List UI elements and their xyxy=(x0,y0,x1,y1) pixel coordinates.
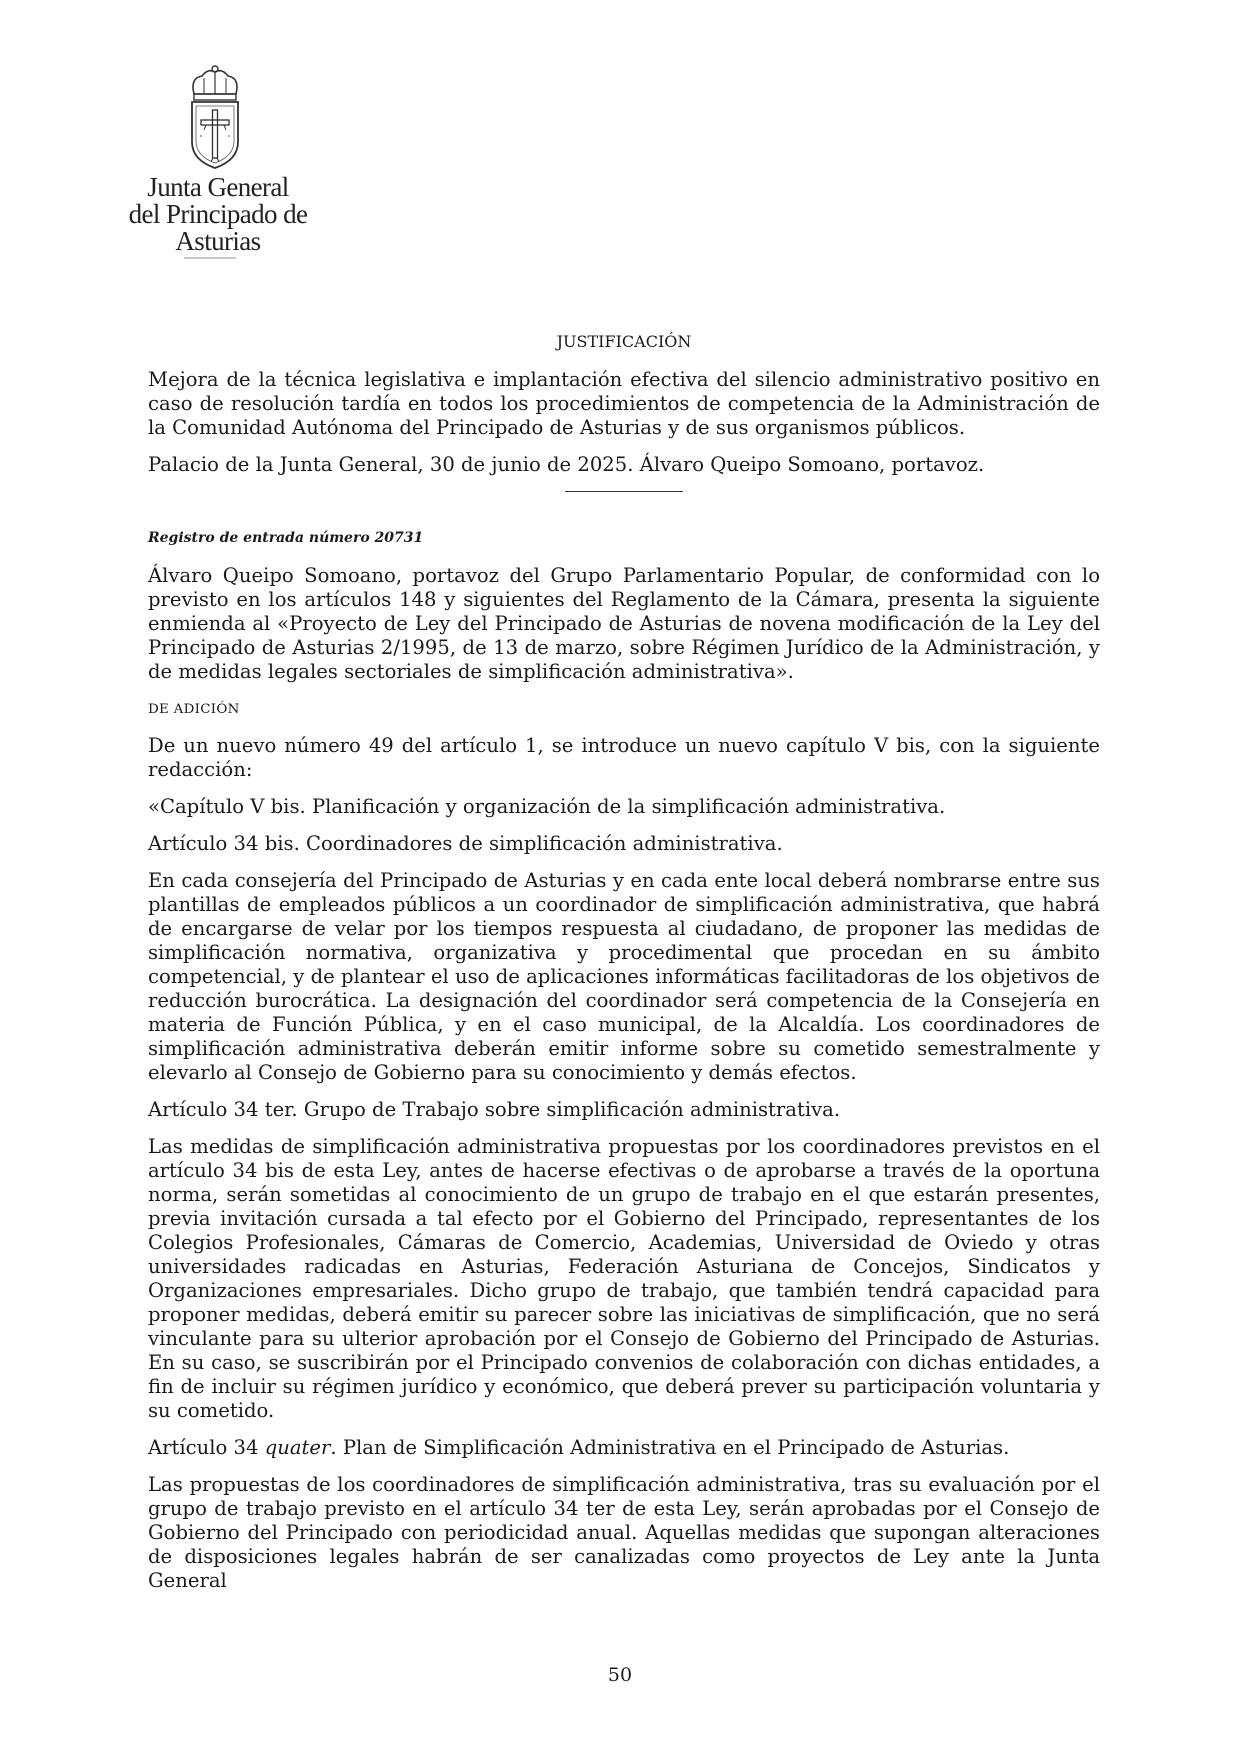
amendment-intro: Álvaro Queipo Somoano, portavoz del Grupo Parlamentario Popular, de conformidad con lo previsto en los artículos 148 y siguientes del Reglamento de la Cámara, presenta la siguiente enmienda al «Proyecto de Ley del Principado de Asturias de novena modificación de la Ley del Principado de Asturias 2/1995, de 13 de marzo, sobre Régimen Jurídico de la Administración, y de medidas legales sectoriales de simplificación administrativa». xyxy=(148,564,1100,683)
quater-italic: quater xyxy=(264,1436,331,1459)
signature-line: Palacio de la Junta General, 30 de junio de 2025. Álvaro Queipo Somoano, portavoz. xyxy=(148,453,985,476)
article-34-ter-body: Las medidas de simplificación administrativa propuestas por los coordinadores previstos en el artículo 34 bis de esta Ley, antes de hacerse efectivas o de aprobarse a través de la oportuna norma, serán sometidas al conocimiento de un grupo de trabajo en el que estarán presentes, previa invitación cursada a tal efecto por el Gobierno del Principado, representantes de los Colegios Profesionales, Cámaras de Comercio, Academias, Universidad de Oviedo y otras universidades radicadas en Asturias, Federación Asturiana de Concejos, Sindicatos y Organizaciones empresariales. Dicho grupo de trabajo, que también tendrá capacidad para proponer medidas, deberá emitir su parecer sobre las iniciativas de simplificación, que no será vinculante para su ulterior aprobación por el Consejo de Gobierno del Principado de Asturias. En su caso, se suscribirán por el Principado convenios de colaboración con dichas entidades, a fin de incluir su régimen jurídico y económico, que deberá prever su participación voluntaria y su cometido. xyxy=(148,1135,1100,1422)
section-title-justificacion: JUSTIFICACIÓN xyxy=(556,332,692,351)
justification-paragraph: Mejora de la técnica legislativa e implantación efectiva del silencio administrativo positivo en caso de resolución tardía en todos los procedimientos de competencia de la Administración de la Comunidad Autónoma del Principado de Asturias y de sus organismos públicos. xyxy=(148,368,1100,439)
amendment-paragraph-1: De un nuevo número 49 del artículo 1, se introduce un nuevo capítulo V bis, con la siguiente redacción: xyxy=(148,734,1100,781)
quater-suffix: . Plan de Simplificación Administrativa en el Principado de Asturias. xyxy=(330,1436,1010,1459)
page-number: 50 xyxy=(607,1664,633,1686)
institution-name-line2: del Principado de Asturias xyxy=(128,199,308,256)
section-separator xyxy=(565,491,683,492)
article-34-quater-body: Las propuestas de los coordinadores de simplificación administrativa, tras su evaluación por el grupo de trabajo previsto en el artículo 34 ter de esta Ley, serán aprobadas por el Consejo de Gobierno del Principado con periodicidad anual. Aquellas medidas que supongan alteraciones de disposiciones legales habrán de ser canalizadas como proyectos de Ley ante la Junta General xyxy=(148,1473,1100,1592)
article-34-quater-heading xyxy=(148,1436,1100,1460)
article-34-ter-heading: Artículo 34 ter. Grupo de Trabajo sobre simplificación administrativa. xyxy=(148,1098,841,1121)
logo-divider xyxy=(184,257,236,259)
coat-of-arms-icon xyxy=(180,64,250,174)
quater-prefix: Artículo 34 xyxy=(148,1436,265,1459)
article-34-bis-body: En cada consejería del Principado de Asturias y en cada ente local deberá nombrarse entre sus plantillas de empleados públicos a un coordinador de simplificación administrativa, que habrá de encargarse de velar por los tiempos respuesta al ciudadano, de proponer las medidas de simplificación normativa, organizativa y procedimental que procedan en su ámbito competencial, y de plantear el uso de aplicaciones informáticas facilitadoras de los objetivos de reducción burocrática. La designación del coordinador será competencia de la Consejería en materia de Función Pública, y en el caso municipal, de la Alcaldía. Los coordinadores de simplificación administrativa deberán emitir informe sobre su cometido semestralmente y elevarlo al Consejo de Gobierno para su conocimiento y demás efectos. xyxy=(148,869,1100,1084)
institution-logo xyxy=(88,64,348,264)
document-body xyxy=(148,330,1100,1593)
registro-heading: Registro de entrada número 20731 xyxy=(148,530,424,546)
article-34-bis-heading: Artículo 34 bis. Coordinadores de simplificación administrativa. xyxy=(148,832,783,855)
institution-name-line1: Junta General xyxy=(147,172,289,202)
chapter-heading: «Capítulo V bis. Planificación y organización de la simplificación administrativa. xyxy=(148,795,946,818)
amendment-type: DE ADICIÓN xyxy=(148,702,240,717)
